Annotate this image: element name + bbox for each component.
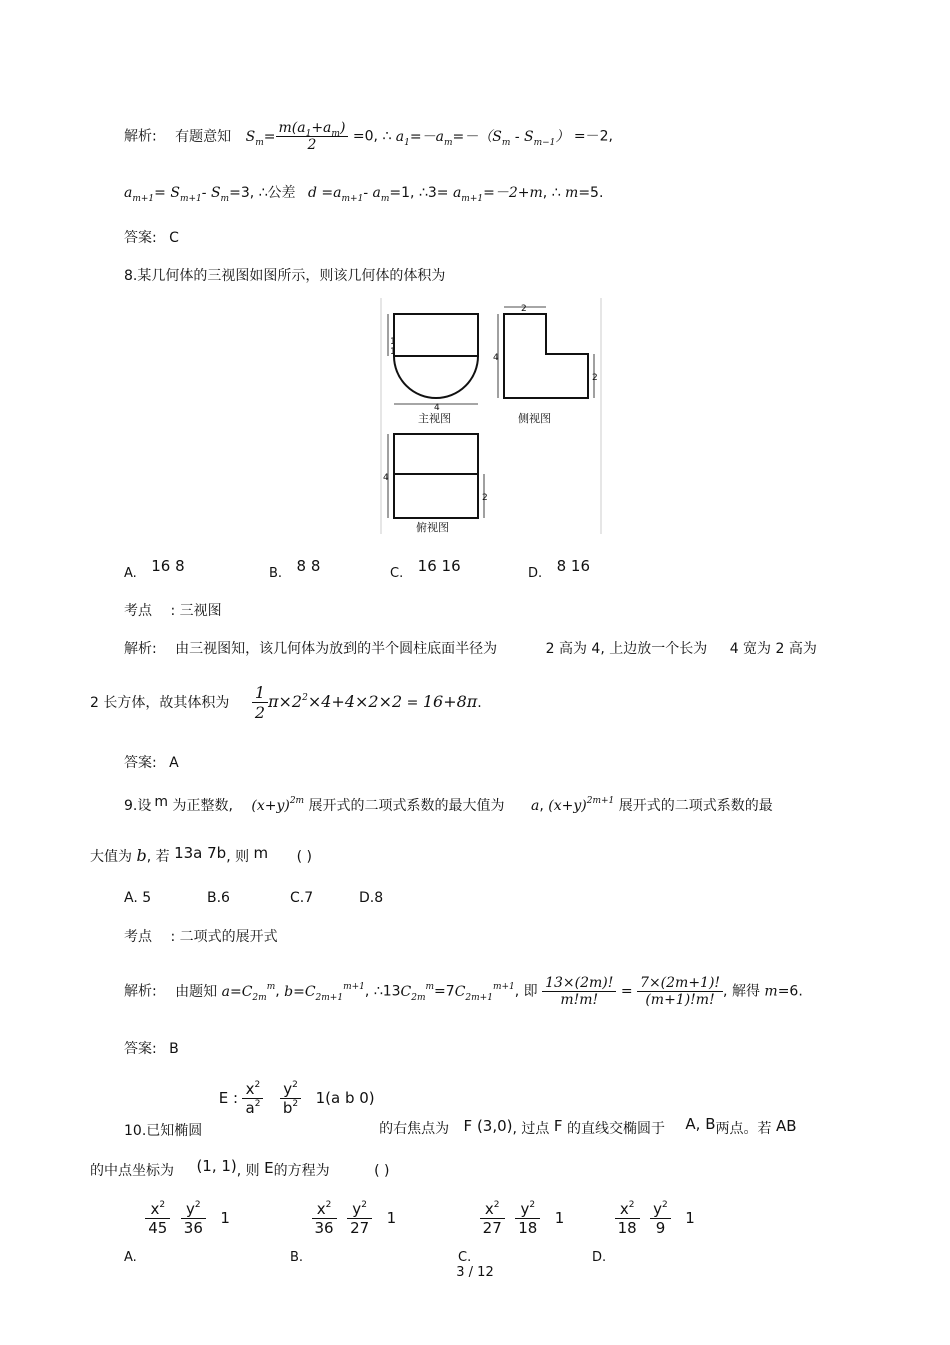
q10-line2-paren: ( ) (374, 1163, 390, 1179)
q8-jiexi-text2: 2 高为 4, 上边放一个长为 (545, 641, 708, 657)
q7-tail: =0, ∴ (352, 128, 392, 145)
q7-am1-eq: $a_{m+1}=-2+m$ (452, 185, 543, 204)
q8-kaodian-label: 考点 (124, 603, 152, 619)
q10-option-d[interactable] (592, 1200, 695, 1265)
q9-line2-mid: , 若 (146, 849, 170, 865)
q10-through-point: F (553, 1116, 563, 1135)
q8-option-a-letter: A. (124, 566, 137, 581)
q7-tail2: =－2, (573, 128, 613, 145)
top-dim-4: 4 (383, 473, 389, 483)
q10-option-d-letter: D. (592, 1249, 607, 1265)
q9-kaodian (124, 926, 278, 946)
q9-frac-right: $\frac{7\times(2m+1)!}{(m+1)!m!}$ (637, 984, 723, 1000)
q10-option-c[interactable] (458, 1200, 565, 1265)
q10-option-d-b: 9 (655, 1219, 666, 1237)
q9-a: a (531, 798, 540, 814)
q7-d-formula: $d =a_{m+1}-$ $a_m$ (308, 185, 390, 204)
q9-jiexi-text: 由题知 (175, 983, 218, 1000)
q9-answer-value: B (169, 1041, 179, 1057)
q10-focus-text: 的右焦点为 (379, 1120, 450, 1137)
q10-focus-point: F (3,0) (463, 1116, 513, 1135)
q8-option-c-letter: C. (390, 566, 404, 581)
q10-option-b-letter: B. (290, 1249, 304, 1265)
front-dim-1: 1 (390, 337, 396, 347)
q8-answer (124, 752, 179, 772)
q10-line2-start: 的中点坐标为 (90, 1163, 174, 1179)
q10-ellipse-e: E : (218, 1088, 239, 1107)
q8-option-d[interactable] (528, 557, 591, 581)
q8-option-c[interactable] (390, 557, 461, 581)
q10-option-d-a: 18 (617, 1219, 637, 1237)
side-view-label: 侧视图 (518, 412, 551, 425)
q10-option-c-one: 1 (554, 1208, 565, 1227)
q7-eq1: =1, ∴3= (389, 185, 449, 201)
q10-option-a[interactable] (124, 1200, 230, 1265)
q10-option-a-a: 45 (148, 1219, 168, 1237)
front-dim-4: 4 (434, 403, 440, 413)
q10-option-c-a: 27 (482, 1219, 502, 1237)
q8-jiexi-label: 解析: (124, 641, 157, 657)
q7-answer-label: 答案: (124, 230, 157, 246)
q9-end: 展开式的二项式系数的最 (618, 798, 773, 814)
q10-option-b[interactable] (290, 1200, 397, 1265)
q9-mid2: 展开式的二项式系数的最大值为 (308, 798, 505, 814)
q8-jiexi-line1 (124, 638, 817, 658)
q9-mid: 为正整数, (172, 798, 233, 814)
q10-option-a-one: 1 (220, 1208, 230, 1227)
page-number: 3 / 12 (456, 1265, 494, 1280)
q9-line2-eq: 13a 7b (174, 844, 227, 862)
q10-option-a-xfrac: $\frac{x^2}{45}$ (145, 1200, 170, 1237)
q9-jiexi-end: , 解得 (723, 983, 760, 1000)
q10-midpoint: (1, 1) (196, 1157, 237, 1175)
q9-option-a[interactable]: A. 5 (124, 890, 152, 906)
q7-sm-formula: $S_m=$ $\frac{m(a_1+a_m)}{2}$ (246, 129, 349, 145)
q9-m: m (154, 794, 168, 810)
q8-jiexi-text: 由三视图知，该几何体为放到的半个圆柱底面半径为 (175, 641, 498, 657)
q7-am1-formula: $a_{m+1}= S_{m+1}-$ $S_m$ (124, 185, 230, 204)
q10-points: A, B (685, 1114, 716, 1133)
q8-volume-formula: $\frac{1}{2}$ $\pi\times 2^2\times 4+4\times 2\times 2$ (252, 692, 402, 711)
q9-jiexi-label: 解析: (124, 983, 157, 1000)
q9-c2m1: $C_{2m+1}^{m+1}$ (454, 981, 515, 1003)
q10-y-frac: $\frac{y^2}{b^2}$ (280, 1080, 301, 1117)
q10-line2-e: E (264, 1159, 274, 1177)
q7-answer (124, 227, 179, 247)
q8-jiexi-text3: 4 宽为 2 高为 (729, 641, 817, 657)
q10-question-line1 (124, 1080, 797, 1139)
q9-kaodian-value: : 二项式的展开式 (170, 929, 278, 945)
q9-option-d[interactable]: D.8 (359, 890, 384, 906)
side-dim-2-right: 2 (592, 373, 598, 383)
q7-jiexi-line1 (124, 120, 613, 153)
q8-line2-start: 2 长方体，故其体积为 (90, 695, 230, 711)
q10-option-a-yfrac: $\frac{y^2}{36}$ (181, 1200, 206, 1237)
q10-option-b-one: 1 (386, 1208, 397, 1227)
q7-jiexi-label: 解析: (124, 128, 157, 145)
q10-intersect-text: 的直线交椭圆于 (566, 1120, 665, 1137)
q7-eq3: =3, ∴公差 (229, 185, 296, 201)
q10-x-frac: $\frac{x^2}{a^2}$ (242, 1080, 263, 1117)
q8-option-d-text: 8 16 (556, 557, 591, 575)
q10-line2-then: , 则 (236, 1163, 260, 1179)
q9-start: 9.设 (124, 798, 152, 814)
q9-question-line2 (90, 846, 312, 866)
q8-jiexi-line2: 2 长方体，故其体积为 $\frac{1}{2}$ $\pi\times 2^2\times 4+4\times 2\times 2 = 16+8\pi$. (90, 683, 482, 722)
q8-option-b-letter: B. (269, 566, 283, 581)
q8-option-d-letter: D. (528, 566, 543, 581)
q9-binom-2m: $(x+y)^{2m}$ (251, 796, 305, 814)
q9-frac-left: $\frac{13\times(2m)!}{m!m!}$ (542, 984, 616, 1000)
top-view-label: 俯视图 (416, 521, 449, 534)
q9-answer (124, 1038, 179, 1058)
q10-option-c-b: 18 (518, 1219, 538, 1237)
q9-eq7: =7 (434, 983, 455, 1000)
q10-option-d-one: 1 (685, 1208, 695, 1227)
q7-answer-value: C (169, 230, 179, 246)
q9-line2-m: m (253, 844, 269, 862)
q9-b-def: $b=C_{2m+1}^{m+1}$ (284, 981, 365, 1003)
q7-jiexi-text: 有题意知 (175, 128, 232, 145)
q10-question-line2 (90, 1157, 390, 1180)
q8-volume-result: 16+8π (422, 692, 478, 711)
q9-c2m: $C_{2m}^m$ (400, 981, 435, 1003)
top-dim-2: 2 (482, 493, 488, 503)
q8-answer-label: 答案: (124, 755, 157, 771)
q10-ab: AB (775, 1116, 797, 1135)
q8-option-a[interactable] (124, 557, 185, 581)
q9-binom-2m1: $(x+y)^{2m+1}$ (548, 796, 615, 814)
q10-start: 10.已知椭圆 (124, 1122, 203, 1139)
q10-option-d-xfrac: $\frac{x^2}{18}$ (615, 1200, 640, 1237)
front-dim-1b: 1 (390, 347, 396, 357)
q9-kaodian-label: 考点 (124, 929, 152, 945)
q9-answer-label: 答案: (124, 1041, 157, 1057)
q8-answer-value: A (169, 755, 179, 771)
q10-option-b-b: 27 (350, 1219, 370, 1237)
q10-option-b-xfrac: $\frac{x^2}{36}$ (312, 1200, 337, 1237)
q9-line2-paren: ( ) (296, 849, 312, 865)
q9-ji: , 即 (514, 983, 538, 1000)
q9-a-def: $a=C_{2m}^m$ (221, 981, 276, 1003)
q9-question-line1: 9.设 m 为正整数, $(x+y)^{2m}$ 展开式的二项式系数的最大值为 a, $(x+y)^{2m+1}$ 展开式的二项式系数的最 (124, 794, 773, 814)
q9-option-c[interactable]: C.7 (290, 890, 314, 906)
q8-question: 8.某几何体的三视图如图所示，则该几何体的体积为 (124, 268, 446, 284)
q8-kaodian-value: : 三视图 (170, 603, 222, 619)
side-dim-2-top: 2 (521, 304, 527, 314)
q8-option-a-text: 16 8 (151, 557, 185, 575)
q9-option-b[interactable]: B.6 (207, 890, 230, 906)
q8-kaodian (124, 600, 222, 620)
q9-jiexi: 解析: 由题知 $a=C_{2m}^m$, $b=C_{2m+1}^{m+1}$, $\therefore 13C_{2m}^m=7C_{2m+1}^{m+1}$, 即 $\frac{13\times(2m)!}{m!m!}$ = $\frac{7\times(2m+1)!}{(m+1)!m!}$ , 解得 m=6. (124, 975, 803, 1008)
q10-option-a-b: 36 (183, 1219, 203, 1237)
q10-option-c-xfrac: $\frac{x^2}{27}$ (480, 1200, 505, 1237)
q7-m: m (565, 185, 579, 201)
q10-through-text: , 过点 (512, 1120, 550, 1137)
side-dim-4: 4 (493, 353, 499, 363)
q9-m-result: m (764, 983, 778, 1000)
q10-option-d-yfrac: $\frac{y^2}{9}$ (650, 1200, 671, 1237)
q9-result: =6. (777, 983, 803, 1000)
q10-ellipse-rhs: 1(a b 0) (315, 1088, 375, 1107)
q9-line2-start: 大值为 (90, 849, 132, 865)
q7-end: =5. (578, 185, 604, 201)
q10-option-a-letter: A. (124, 1249, 137, 1265)
q7-a1-formula: $a_1=-a_m=-(S_m - S_{m-1})$ (395, 128, 570, 148)
q10-option-c-yfrac: $\frac{y^2}{18}$ (515, 1200, 540, 1237)
q8-option-b-text: 8 8 (296, 557, 321, 575)
q10-option-b-a: 36 (314, 1219, 334, 1237)
q8-option-b[interactable] (269, 557, 321, 581)
q8-option-c-text: 16 16 (417, 557, 461, 575)
q9-line2-then: , 则 (226, 849, 250, 865)
front-view-label: 主视图 (418, 412, 451, 425)
q9-b: b (136, 846, 147, 865)
q10-line2-end: 的方程为 (273, 1163, 330, 1179)
q7-jiexi-line2: $a_{m+1}= S_{m+1}-$ $S_m=3$, ∴公差 $d =a_{m+1}-$ $a_m=1$, ∴3= $a_{m+1}=-2+m$, ∴ m=5. (124, 185, 604, 204)
q10-two-points: 两点。若 (715, 1120, 772, 1137)
q10-option-c-letter: C. (458, 1249, 472, 1265)
q10-option-b-yfrac: $\frac{y^2}{27}$ (347, 1200, 372, 1237)
three-view-figure (380, 298, 602, 534)
